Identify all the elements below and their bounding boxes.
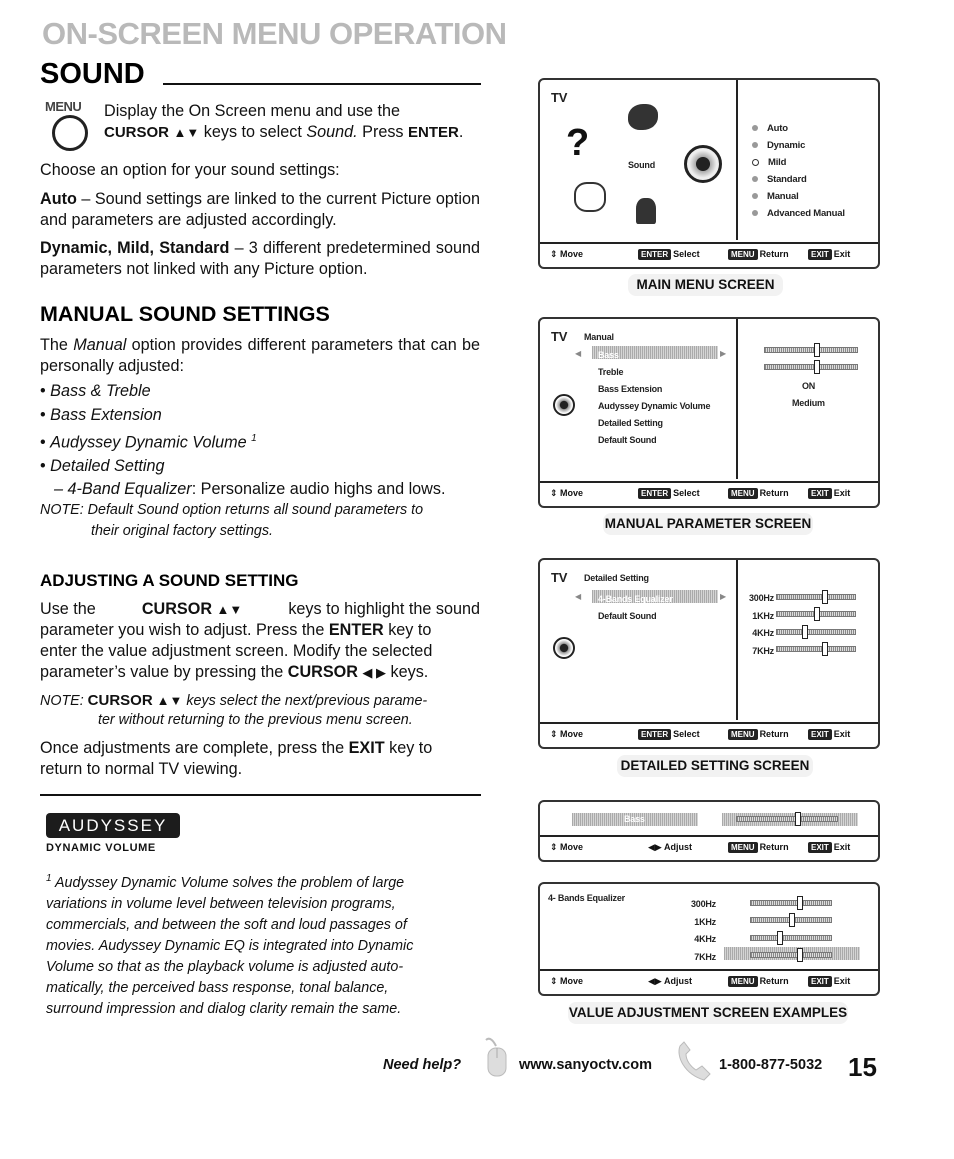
- list-item: [40, 478, 445, 502]
- eq-slider-300hz[interactable]: [750, 900, 832, 906]
- intro-text: Display the On Screen menu and use the: [104, 102, 401, 120]
- dms-term: Dynamic, Mild, Standard: [40, 239, 230, 257]
- bass-adjust-slider[interactable]: [736, 816, 838, 822]
- eq-title: 4- Bands Equalizer: [548, 893, 625, 903]
- bullet-bass-treble: Bass & Treble: [50, 382, 151, 400]
- eq-slider-300hz[interactable]: [776, 594, 856, 600]
- slider-knob[interactable]: [789, 913, 795, 927]
- auto-term: Auto: [40, 190, 77, 208]
- item-bass[interactable]: Bass: [598, 350, 619, 360]
- manual-intro: [40, 335, 480, 377]
- detailed-caption: DETAILED SETTING SCREEN: [617, 755, 813, 777]
- tools-icon: [574, 182, 606, 212]
- option-standard[interactable]: Standard: [752, 171, 845, 188]
- band-label: 1KHz: [694, 916, 716, 927]
- tv-label: TV: [551, 570, 568, 585]
- select-hint: ENTER Select: [638, 488, 700, 499]
- eq-slider-4khz[interactable]: [750, 935, 832, 941]
- option-manual[interactable]: Manual: [752, 188, 845, 205]
- menu-button-icon: [44, 99, 94, 153]
- value-adjustment-caption: VALUE ADJUSTMENT SCREEN EXAMPLES: [568, 1002, 848, 1024]
- bass-value-screen: [538, 800, 880, 862]
- page-title: SOUND: [40, 58, 145, 90]
- sound-label: Sound: [628, 160, 655, 170]
- manual-parameter-screen: [538, 317, 880, 508]
- return-hint: MENU Return: [728, 842, 789, 853]
- title-underline: [163, 83, 481, 85]
- eq-slider-7khz[interactable]: [750, 952, 832, 958]
- speaker-icon: [684, 145, 722, 183]
- speaker-icon: [553, 637, 575, 659]
- detailed-setting-screen: [538, 558, 880, 749]
- phone-icon: [674, 1040, 714, 1084]
- audyssey-logo-sub: DYNAMIC VOLUME: [46, 842, 156, 854]
- adj-cursor-2: CURSOR: [287, 663, 358, 681]
- eq-slider-1khz[interactable]: [776, 611, 856, 617]
- option-dynamic[interactable]: Dynamic: [752, 137, 845, 154]
- footnote-number: 1: [46, 873, 52, 884]
- adj-text-2: parameter you wish to adjust. Press the: [40, 621, 325, 639]
- select-hint: ENTER Select: [638, 249, 700, 260]
- note-text-1: Default Sound option returns all sound parameters to: [87, 502, 424, 518]
- note-label: NOTE:: [40, 693, 84, 709]
- intro-sound-word: Sound.: [306, 123, 358, 141]
- manual-heading: MANUAL SOUND SETTINGS: [40, 302, 330, 326]
- adj-text-1: keys to highlight the sound: [288, 600, 480, 618]
- cursor-label: CURSOR: [104, 124, 170, 141]
- bullet-bass-extension: Bass Extension: [50, 405, 162, 424]
- left-right-arrows-icon: ◀ ▶: [362, 665, 387, 680]
- screen-divider: [736, 560, 738, 720]
- menu-icon-label: MENU: [45, 99, 82, 114]
- footnote-line: variations in volume level between television programs,: [46, 895, 396, 912]
- slider-knob[interactable]: [814, 607, 820, 621]
- slider-knob[interactable]: [777, 931, 783, 945]
- manual-intro-a: The: [40, 336, 68, 354]
- page-number: 15: [848, 1052, 877, 1082]
- band-label: 300Hz: [748, 593, 774, 603]
- note-text-2: ter without returning to the previous menu screen.: [98, 712, 413, 728]
- slider-knob[interactable]: [822, 642, 828, 656]
- picture-icon: [628, 104, 658, 130]
- once-exit: EXIT: [348, 739, 385, 757]
- mouse-icon: [480, 1036, 510, 1080]
- screen-footer: [540, 723, 878, 747]
- exit-hint: EXIT Exit: [808, 488, 850, 499]
- adjusting-heading: ADJUSTING A SOUND SETTING: [40, 571, 299, 590]
- manual-intro-manual: Manual: [73, 336, 127, 354]
- sound-options-list: [752, 120, 845, 222]
- section-header: ON-SCREEN MENU OPERATION: [42, 16, 507, 51]
- slider-knob[interactable]: [822, 590, 828, 604]
- cursor-note: [40, 691, 480, 730]
- tv-label: TV: [551, 329, 568, 344]
- exit-hint: EXIT Exit: [808, 842, 850, 853]
- footnote-line: surround impression and dialog clarity remain the same.: [46, 1000, 402, 1017]
- return-hint: MENU Return: [728, 729, 789, 740]
- move-hint: ⇕ Move: [550, 842, 584, 852]
- move-hint: ⇕ Move: [550, 729, 584, 739]
- adjusting-line-2: [40, 620, 480, 641]
- exit-hint: EXIT Exit: [808, 249, 850, 260]
- eq-slider-1khz[interactable]: [750, 917, 832, 923]
- note-label: NOTE:: [40, 502, 84, 518]
- option-auto[interactable]: Auto: [752, 120, 845, 137]
- footnote-line: matically, the perceived bass response, tonal balance,: [46, 979, 389, 996]
- lock-icon: [636, 198, 656, 224]
- auto-text: – Sound settings are linked to the current Picture option and parameters are adjusted accordingly.: [40, 190, 480, 229]
- bullet-detailed-setting: Detailed Setting: [50, 456, 165, 475]
- adj-cursor: CURSOR: [141, 600, 213, 618]
- dms-text: – 3 different predetermined sound parameters not linked with any Picture option.: [40, 239, 480, 278]
- screen-divider: [736, 80, 738, 240]
- list-item: • Audyssey Dynamic Volume $^1$: [40, 433, 257, 452]
- audyssey-value: Medium: [792, 398, 825, 408]
- item-default-sound[interactable]: Default Sound: [598, 611, 657, 621]
- adjusting-line-4: [40, 662, 480, 683]
- manual-title: Manual: [584, 332, 614, 342]
- item-default-sound[interactable]: Default Sound: [598, 435, 657, 445]
- adj-text-5: parameter’s value by pressing the: [40, 663, 284, 681]
- bass-slider[interactable]: [764, 347, 858, 353]
- slider-knob[interactable]: [814, 360, 820, 374]
- up-down-arrows-icon: ▲▼: [216, 602, 243, 617]
- return-hint: MENU Return: [728, 488, 789, 499]
- adj-use-the: Use the: [40, 600, 96, 618]
- note-text-2: their original factory settings.: [91, 523, 273, 539]
- screen-footer: [540, 970, 878, 994]
- bass-label: Bass: [624, 814, 645, 824]
- default-sound-note: [40, 500, 480, 542]
- bass-extension-value: ON: [802, 381, 816, 391]
- item-audyssey[interactable]: Audyssey Dynamic Volume: [598, 401, 711, 411]
- return-hint: MENU Return: [728, 249, 789, 260]
- main-menu-screen: [538, 78, 880, 269]
- band-label: 4KHz: [752, 628, 774, 638]
- band-label: 4KHz: [694, 934, 716, 944]
- intro-period: .: [458, 123, 464, 141]
- sub-bullet-text: : Personalize audio highs and lows.: [191, 480, 446, 499]
- adjust-hint: ◀▶ Adjust: [648, 976, 693, 986]
- eq-slider-4khz[interactable]: [776, 629, 856, 635]
- item-treble[interactable]: Treble: [598, 367, 624, 377]
- manual-bullet-list: [40, 380, 445, 502]
- need-help-text: Need help?: [383, 1057, 462, 1073]
- slider-knob[interactable]: [814, 343, 820, 357]
- slider-knob[interactable]: [797, 896, 803, 910]
- eq-slider-7khz[interactable]: [776, 646, 856, 652]
- footnote-line: Volume so that as the playback volume is adjusted auto-: [46, 958, 404, 975]
- eq-band-labels: [680, 896, 716, 966]
- manual-intro-b: option provides different parameters that can be personally adjusted:: [40, 336, 481, 375]
- list-item: • Bass Extension: [40, 405, 162, 424]
- audyssey-footnote: [46, 868, 456, 1020]
- audyssey-logo: AUDYSSEY: [46, 813, 180, 838]
- band-label: 300Hz: [690, 899, 716, 909]
- bullet-audyssey: Audyssey Dynamic Volume: [50, 433, 247, 452]
- note-cursor: CURSOR: [87, 692, 153, 709]
- exit-hint: EXIT Exit: [808, 729, 850, 740]
- support-phone[interactable]: 1-800-877-5032: [719, 1057, 823, 1073]
- treble-slider[interactable]: [764, 364, 858, 370]
- item-bass-extension[interactable]: Bass Extension: [598, 384, 663, 394]
- intro-paragraph: [104, 101, 481, 143]
- item-detailed-setting[interactable]: Detailed Setting: [598, 418, 663, 428]
- detailed-items: [598, 591, 673, 625]
- eq-value-screen: [538, 882, 880, 996]
- adjusting-paragraph: [40, 599, 480, 683]
- left-arrow-icon: ◀: [575, 592, 582, 601]
- divider: [40, 794, 481, 796]
- slider-knob[interactable]: [795, 812, 801, 826]
- screen-footer: [540, 482, 878, 506]
- slider-knob[interactable]: [797, 948, 803, 962]
- screen-divider: [736, 319, 738, 479]
- detailed-title: Detailed Setting: [584, 573, 649, 583]
- right-arrow-icon: ▶: [720, 592, 727, 601]
- up-down-arrows-icon: ▲▼: [156, 693, 183, 708]
- once-c: return to normal TV viewing.: [40, 760, 243, 778]
- eq-band-labels: [744, 590, 774, 660]
- screen-footer: [540, 243, 878, 267]
- choose-text: Choose an option for your sound settings:: [40, 161, 340, 179]
- footnote-line: commercials, and between the soft and loud passages of: [46, 916, 407, 933]
- right-arrow-icon: ▶: [720, 349, 727, 358]
- manual-caption: MANUAL PARAMETER SCREEN: [603, 513, 813, 535]
- note-text-1: keys select the next/previous parame-: [186, 693, 428, 709]
- intro-press: Press: [362, 123, 404, 141]
- footnote-line: Audyssey Dynamic Volume solves the problem of large: [55, 874, 405, 891]
- once-b: key to: [389, 739, 433, 757]
- screen-footer: [540, 836, 878, 860]
- up-down-arrows-icon: ▲▼: [173, 125, 200, 140]
- adj-text-6: keys.: [390, 663, 429, 681]
- menu-ring-icon: [52, 115, 88, 151]
- move-hint: ⇕ Move: [550, 976, 584, 986]
- band-label: 7KHz: [694, 951, 716, 962]
- auto-paragraph: [40, 189, 480, 231]
- once-paragraph: [40, 738, 480, 780]
- select-hint: ENTER Select: [638, 729, 700, 740]
- move-hint: ⇕ Move: [550, 249, 584, 259]
- sub-bullet-equalizer: – 4-Band Equalizer: [54, 480, 192, 499]
- manual-items: [598, 347, 710, 449]
- band-label: 1KHz: [752, 610, 774, 621]
- option-advanced-manual[interactable]: Advanced Manual: [752, 205, 845, 222]
- option-mild[interactable]: Mild: [752, 154, 845, 171]
- dms-paragraph: [40, 238, 480, 280]
- left-arrow-icon: ◀: [575, 349, 582, 358]
- footnote-line: movies. Audyssey Dynamic EQ is integrated into Dynamic: [46, 937, 414, 954]
- slider-knob[interactable]: [802, 625, 808, 639]
- speaker-icon: [553, 394, 575, 416]
- exit-hint: EXIT Exit: [808, 976, 850, 987]
- adj-text-3: key to: [388, 621, 432, 639]
- adjust-hint: ◀▶ Adjust: [648, 842, 693, 852]
- main-menu-caption: MAIN MENU SCREEN: [628, 274, 783, 296]
- return-hint: MENU Return: [728, 976, 789, 987]
- support-url[interactable]: www.sanyoctv.com: [519, 1057, 652, 1073]
- move-hint: ⇕ Move: [550, 488, 584, 498]
- help-question-icon: ?: [566, 122, 590, 164]
- list-item: • Bass & Treble: [40, 382, 151, 400]
- adjusting-line-1: [40, 599, 480, 620]
- list-item: • Detailed Setting: [40, 456, 165, 475]
- adj-enter: ENTER: [328, 621, 384, 639]
- enter-label: ENTER: [408, 124, 459, 141]
- footnote-ref: 1: [251, 433, 257, 444]
- adjusting-line-3: enter the value adjustment screen. Modify the selected: [40, 642, 433, 660]
- band-label: 7KHz: [752, 645, 774, 656]
- item-4-bands-equalizer[interactable]: 4-Bands Equalizer: [598, 594, 673, 604]
- once-a: Once adjustments are complete, press the: [40, 739, 345, 757]
- tv-label: TV: [551, 90, 568, 105]
- intro-keys-text: keys to select: [203, 123, 302, 141]
